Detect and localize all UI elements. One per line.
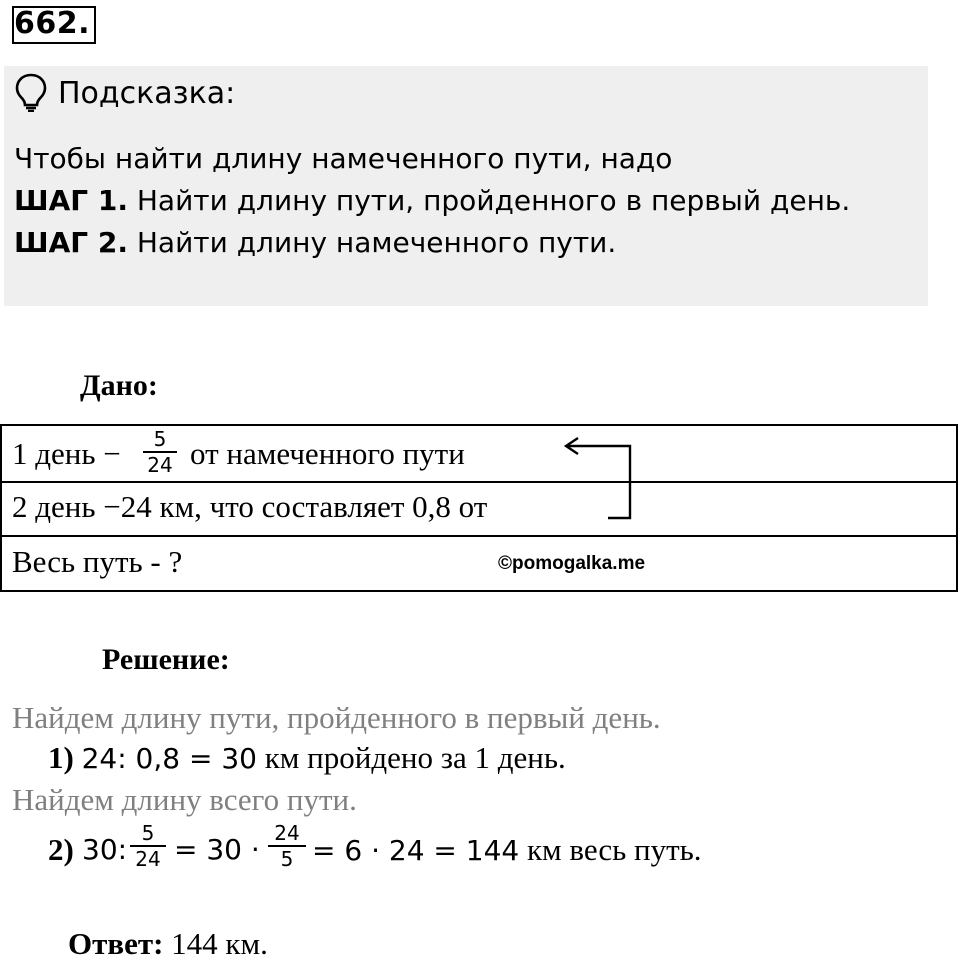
step-2-text: км весь путь. [519, 832, 702, 867]
hint-step-1-text: Найти длину пути, пройденного в первый день. [127, 184, 851, 217]
table-divider [0, 481, 958, 483]
given-row-1-suffix: от намеченного пути [190, 436, 465, 471]
solution-step-1 [48, 738, 566, 779]
answer-value: 144 км. [163, 926, 268, 961]
step-1-expression: 24: 0,8 = 30 [81, 742, 257, 775]
solution-hint-2: Найдем длину всего пути. [12, 782, 357, 817]
step-1-label: 1) [48, 740, 74, 775]
step-2-label: 2) [48, 832, 74, 867]
step-2-part-a: 30: [82, 833, 128, 866]
lightbulb-icon [14, 72, 48, 112]
fraction-5-24 [143, 428, 177, 476]
reference-arrow-icon [560, 432, 640, 524]
step-2-part-c: = 6 · 24 = 144 [312, 834, 520, 867]
hint-step-2-label: ШАГ 2. [14, 226, 128, 259]
fraction-numerator: 24 [274, 821, 300, 845]
step-2-part-b: = 30 · [174, 833, 260, 866]
hint-step-2-text: Найти длину намеченного пути. [127, 226, 617, 259]
given-row-3: Весь путь - ? [12, 544, 183, 579]
hint-title: Подсказка: [58, 76, 236, 111]
hint-intro: Чтобы найти длину намеченного пути, надо [14, 142, 673, 175]
watermark: ©pomogalka.me [498, 553, 646, 574]
given-row-2: 2 день −24 км, что составляет 0,8 от [12, 489, 488, 524]
answer [68, 924, 268, 964]
fraction-denominator: 24 [147, 453, 173, 477]
step-1-text: км пройдено за 1 день. [256, 740, 566, 775]
table-divider [0, 535, 958, 537]
fraction-denominator: 5 [280, 847, 294, 871]
hint-step-1 [14, 182, 850, 220]
fraction-numerator: 5 [141, 821, 155, 845]
fraction-numerator: 5 [153, 427, 167, 451]
fraction-denominator: 24 [135, 847, 161, 871]
fraction-24-5 [268, 822, 306, 870]
solution-title: Решение: [102, 643, 230, 676]
given-title: Дано: [80, 369, 158, 402]
hint-step-1-label: ШАГ 1. [14, 184, 128, 217]
given-row-1-prefix: 1 день − [12, 436, 121, 471]
solution-hint-1: Найдем длину пути, пройденного в первый день. [12, 700, 661, 735]
hint-step-2 [14, 224, 616, 262]
step-2-result [312, 830, 702, 871]
answer-label: Ответ: [68, 926, 164, 961]
problem-number: 662. [14, 6, 91, 41]
fraction-5-24 [130, 822, 166, 870]
